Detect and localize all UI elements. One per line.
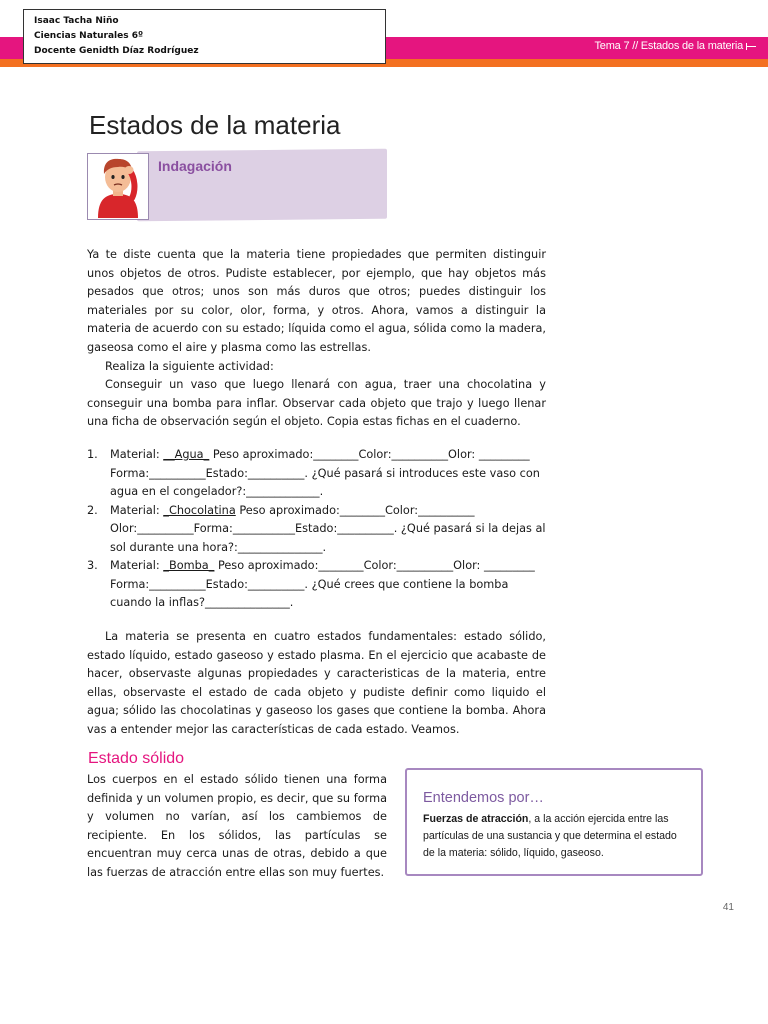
student-name: Isaac Tacha Niño (34, 16, 119, 26)
list-item (87, 446, 547, 502)
definition-text: , a la acción ejercida entre las partículas de una sustancia y que determina el estado de la materia: sólido, líquido, gaseoso. (423, 813, 677, 859)
topic-label: Tema 7 // Estados de la materia (595, 40, 757, 52)
solid-section-text (87, 771, 387, 882)
observation-list (87, 446, 547, 613)
definition-box (405, 768, 703, 876)
list-text: Peso aproximado:________Color:__________Olor: _________ Forma:__________Estado:__________. ¿Qué crees que contiene la bomba cuando la inflas?_______________. (110, 559, 535, 609)
material-name: _Bomba_ (163, 559, 215, 572)
subject-name: Ciencias Naturales 6º (34, 31, 144, 41)
definition-body (423, 811, 685, 862)
material-name: _Chocolatina (163, 503, 236, 517)
student-info-box (23, 9, 386, 64)
activity-text: Conseguir un vaso que luego llenará con agua, traer una chocolatina y conseguir una bomba para inflar. Observar cada objeto que trajo y luego llenar una ficha de observación según el objeto. Copia estas fichas en el cuaderno. (87, 378, 546, 429)
list-item (87, 502, 547, 558)
definition-title: Entendemos por… (423, 790, 544, 806)
list-number: 2. (87, 503, 98, 517)
intro-section (87, 246, 546, 432)
thinking-boy-illustration (87, 153, 149, 220)
page-title: Estados de la materia (89, 110, 341, 140)
inquiry-banner (87, 149, 387, 221)
states-section (87, 628, 546, 740)
definition-term: Fuerzas de atracción (423, 813, 529, 825)
list-text: Peso aproximado:________Color:__________Olor: _________ Forma:__________Estado:__________. ¿Qué pasará si introduces este vaso con agua en el congelador?:_____________. (110, 448, 540, 498)
list-text: Material: (110, 559, 164, 572)
topic-marker-icon (746, 46, 756, 47)
material-name: __Agua_ (163, 448, 210, 461)
intro-paragraph: Ya te diste cuenta que la materia tiene propiedades que permiten distinguir unos objetos de otros. Pudiste establecer, por ejemplo, que hay objetos más pesados que otros; unos son más duros que otros; puedes distinguir los materiales por su color, olor, forma, y otros. Ahora, vamos a distinguir la materia de acuerdo con su estado; líquida como el agua, sólida como la madera, gaseosa como el aire y plasma como las estrellas. (87, 248, 546, 354)
states-paragraph: La materia se presenta en cuatro estados fundamentales: estado sólido, estado líquido, estado gaseoso y estado plasma. En el ejercicio que acabaste de hacer, observaste algunas propiedades y caracteristicas de la materia, entre ellas, observaste el estado de cada objeto y pudiste definir como liquido el agua; sólido las chocolatinas y gaseoso los gases que contiene la bomba. Ahora vas a entender mejor las características de cada estado. Veamos. (87, 630, 546, 736)
list-item (87, 557, 547, 613)
inquiry-label: Indagación (158, 158, 232, 174)
list-number: 3. (87, 559, 98, 572)
teacher-name: Docente Genidth Díaz Rodríguez (34, 46, 199, 56)
solid-paragraph: Los cuerpos en el estado sólido tienen una forma definida y un volumen propio, es decir, que su forma y volumen no varían, así los cambiemos de recipiente. En los sólidos, las partículas se encuentran muy cerca unas de otras, debido a que las fuerzas de atracción entre ellas son muy fuertes. (87, 773, 387, 879)
list-text: Peso aproximado:________Color:__________ Olor:__________Forma:___________Estado:__________. ¿Qué pasará si la dejas al sol durante una hora?:_______________. (110, 503, 546, 554)
thinking-boy-icon (88, 154, 148, 219)
list-text: Material: (110, 448, 164, 461)
list-text: Material: (110, 503, 164, 517)
page-number: 41 (722, 902, 734, 913)
solid-section-title: Estado sólido (88, 750, 185, 767)
list-number: 1. (87, 448, 98, 461)
activity-prompt: Realiza la siguiente actividad: (105, 359, 274, 373)
